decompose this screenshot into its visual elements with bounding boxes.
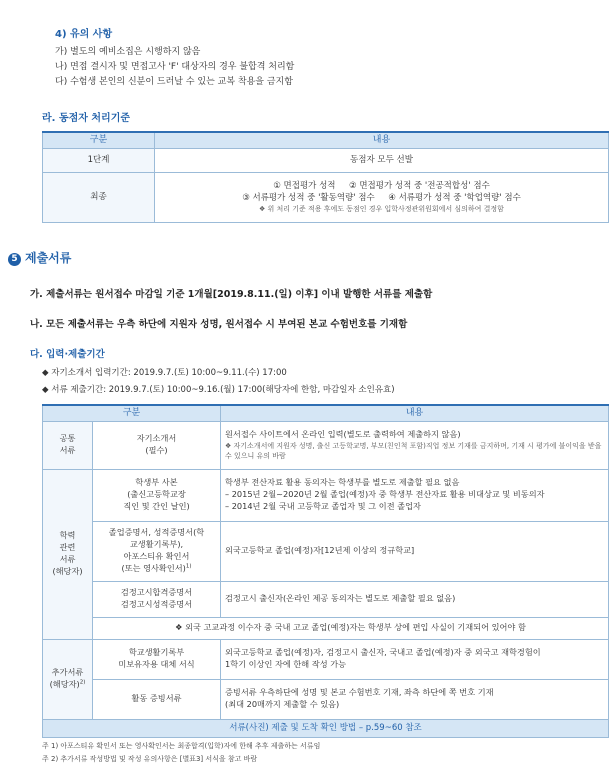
docs-essay-content [221,421,609,469]
tie-break-title: 라. 동점자 처리기준 [42,113,131,124]
docs-activity-name: 활동 증빙서류 [93,679,221,719]
tie-criteria-line1: ① 면접평가 성적 ② 면접평가 성적 중 '전공적합성' 점수 [273,180,490,191]
caution-item-1: 가) 별도의 예비소집은 시행하지 않음 [55,47,201,57]
docs-foreign-cert-name [93,521,221,581]
docs-footnote-ref-2: 2) [79,679,86,686]
docs-foreign-cert-text: 졸업증명서, 성적증명서(학 교생활기록부), 아포스티유 확인서 (또는 영사확인서) [108,527,205,573]
caution-title: 4) 유의 사항 [55,29,113,40]
period-essay: ◆ 자기소개서 입력기간: 2019.9.7.(토) 10:00~9.11.(수) 17:00 [42,368,287,378]
submission-title: 제출서류 [25,251,72,265]
tie-header-category: 구분 [43,132,155,148]
docs-alt-form-name: 학교생활기록부 미보유자용 대체 서식 [93,639,221,679]
caution-item-3: 다) 수험생 본인의 신분이 드러날 수 있는 교복 착용을 금지함 [55,77,293,87]
docs-extra-group-text: 추가서류 (해당자) [49,667,84,689]
docs-essay-note: ❖ 자기소개서에 지원자 성명, 출신 고등학교명, 부모(친인척 포함)직업 정보 기재를 금지하며, 기재 시 평가에 불이익을 받을 수 있으니 유의 바람 [225,441,602,460]
section-number-badge: 5 [8,253,21,266]
tie-row2-content [155,172,609,222]
docs-activity-content: 증빙서류 우측하단에 성명 및 본교 수험번호 기재, 좌측 하단에 쪽 번호 기재 (최대 20매까지 제출할 수 있음) [221,679,609,719]
documents-table [42,404,609,738]
docs-ged-name: 검정고시합격증명서 검정고시성적증명서 [93,581,221,617]
caution-item-2: 나) 면접 결시자 및 면접고사 'F' 대상자의 경우 불합격 처리함 [55,62,295,72]
tie-row2-label: 최종 [43,172,155,222]
docs-footnote-ref-1: 1) [185,563,192,570]
tie-break-table [42,131,609,223]
docs-common-group: 공통 서류 [43,421,93,469]
docs-extra-group [43,639,93,719]
submission-rule-na: 나. 모든 제출서류는 우측 하단에 지원자 성명, 원서접수 시 부여된 본교 수험번호를 기재함 [30,319,408,330]
docs-ged-content: 검정고시 출신자(온라인 제공 동의자는 별도로 제출할 필요 없음) [221,581,609,617]
docs-essay-name: 자기소개서 (필수) [93,421,221,469]
submission-rule-ga: 가. 제출서류는 원서접수 마감일 기준 1개월[2019.8.11.(일) 이후] 이내 발행한 서류를 제출함 [30,289,433,300]
tie-row1-content: 동점자 모두 선발 [155,148,609,172]
docs-essay-text: 원서접수 사이트에서 온라인 입력(별도로 출력하여 제출하지 않음) [225,428,461,439]
docs-record-note: ❖ 외국 고교과정 이수자 중 국내 고교 졸업(예정)자는 학생부 상에 편입 사실이 기재되어 있어야 함 [93,617,609,639]
docs-alt-form-content: 외국고등학교 졸업(예정)자, 검정고시 출신자, 국내고 졸업(예정)자 중 외국고 재학경험이 1학기 이상인 자에 한해 작성 가능 [221,639,609,679]
submission-section-heading [8,249,71,266]
docs-transcript-content: 학생부 전산자료 활용 동의자는 학생부를 별도로 제출할 필요 없음 – 2015년 2월~2020년 2월 졸업(예정)자 중 학생부 전산자료 활용 비대상교 및 비동의자 – 2014년 2월 국내 고등학교 졸업자 및 그 이전 졸업자 [221,469,609,521]
tie-criteria-note: ❖ 위 처리 기준 적용 후에도 동점인 경우 입학사정관위원회에서 심의하여 결정함 [259,205,504,214]
tie-header-content: 내용 [155,132,609,148]
tie-row1-label: 1단계 [43,148,155,172]
tie-criteria-line2: ③ 서류평가 성적 중 '활동역량' 점수 ④ 서류평가 성적 중 '학업역량' 점수 [242,192,521,203]
docs-foreign-cert-content: 외국고등학교 졸업(예정)자[12년제 이상의 정규학교] [221,521,609,581]
docs-footer-link[interactable]: 서류(사진) 제출 및 도착 확인 방법 – p.59~60 참조 [43,719,609,737]
docs-record-group: 학력 관련 서류 (해당자) [43,469,93,639]
docs-header-category: 구분 [43,405,221,421]
period-documents: ◆ 서류 제출기간: 2019.9.7.(토) 10:00~9.16.(월) 17:00(해당자에 한함, 마감일자 소인유효) [42,385,395,395]
period-title: 다. 입력·제출기간 [30,349,105,360]
docs-header-content: 내용 [221,405,609,421]
docs-transcript-name: 학생부 사본 (출신고등학교장 직인 및 간인 날인) [93,469,221,521]
footnote-2: 주 2) 추가서류 작성방법 및 작성 유의사항은 [별표3] 서식을 참고 바람 [42,755,258,763]
footnote-1: 주 1) 아포스티유 확인서 또는 영사확인서는 최종합격(입학)자에 한해 추후 제출하는 서류임 [42,742,321,750]
